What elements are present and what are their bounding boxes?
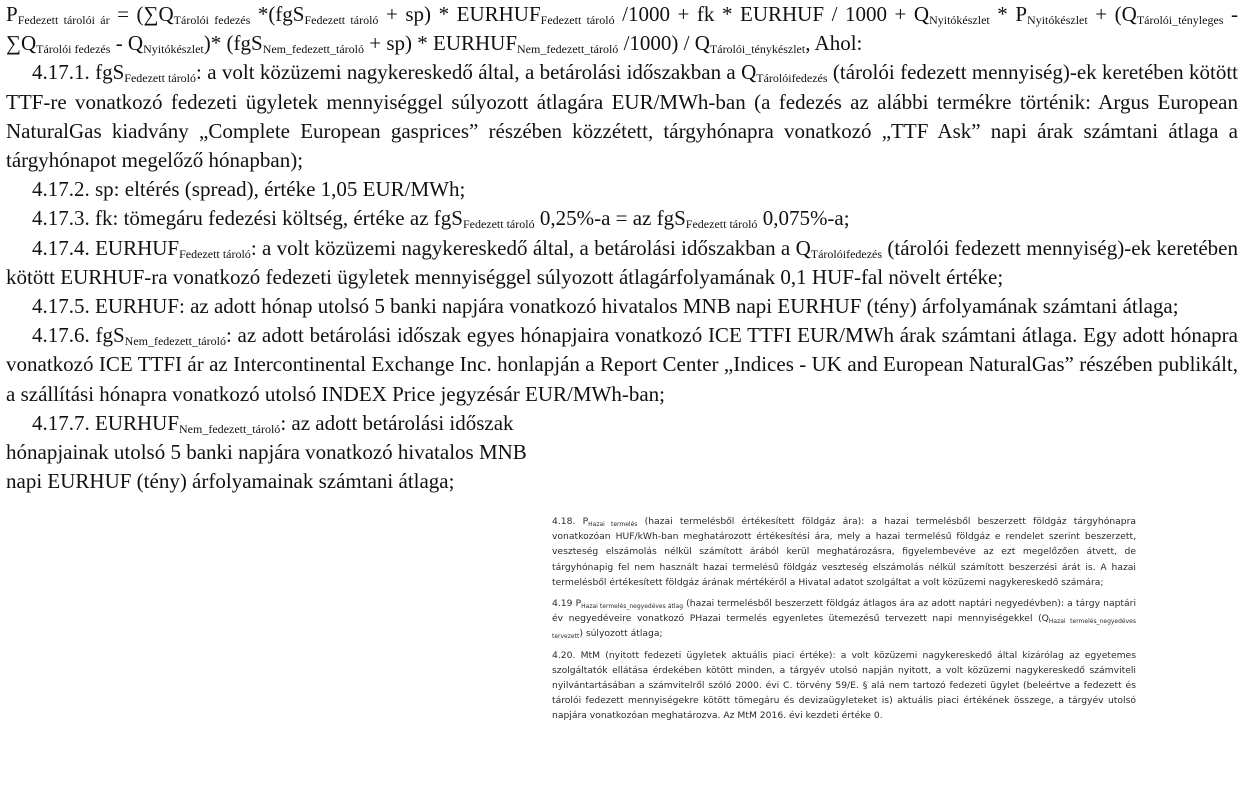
paragraph-text: : a volt közüzemi nagykereskedő által, a betárolási időszakban a Q bbox=[250, 235, 811, 260]
formula-text: + sp) * EURHUF bbox=[378, 2, 541, 26]
paragraph-text: 4.17.7. EURHUF bbox=[32, 410, 180, 435]
paragraph-4-18 bbox=[552, 514, 1136, 590]
paragraph-text: (tárolói fedezett mennyiség)-ek keretében kötött EURHUF-ra vonatkozó fedezeti ügyletek mennyiséggel súlyozott átlagárfolyamának 0,1 HUF-fal növelt értéke; bbox=[6, 235, 1238, 289]
paragraph-4-17-4 bbox=[6, 234, 1238, 292]
subscript: Hazai termelés_negyedéves átlag bbox=[581, 603, 684, 611]
formula bbox=[6, 0, 1238, 58]
formula-subscript: Nem_fedezett_tároló bbox=[517, 42, 619, 57]
formula-text: )* (fgS bbox=[203, 31, 263, 56]
formula-subscript: Fedezett tároló bbox=[304, 13, 379, 27]
inset-excerpt bbox=[552, 514, 1136, 724]
formula-text: + (Q bbox=[1087, 2, 1137, 26]
formula-subscript: Tárolói_tényleges bbox=[1136, 13, 1224, 27]
formula-text: + sp) * EURHUF bbox=[363, 31, 518, 56]
formula-subscript: Nyitókészlet bbox=[1027, 13, 1088, 27]
paragraph-text: 0,075%-a; bbox=[757, 206, 850, 231]
formula-text: - ∑Q bbox=[6, 2, 1238, 56]
paragraph-text: : a volt közüzemi nagykereskedő által, a betárolási időszakban a Q bbox=[196, 60, 757, 85]
formula-text: * bbox=[989, 2, 1008, 26]
paragraph-4-17-7 bbox=[6, 409, 1238, 497]
subscript: Fedezett tároló bbox=[462, 217, 535, 232]
paragraph-text: (hazai termelésből beszerzett földgáz átlagos ára az adott naptári negyedévben): a tárgy naptári év negyedéveire vonatkozó PHazai termelés egyenletes ütemezésű tervezett napi mennyiségekkel (Q bbox=[552, 598, 1136, 625]
paragraph-4-17-1 bbox=[6, 58, 1238, 175]
formula-text: , Ahol: bbox=[805, 31, 863, 56]
subscript: Tárolóifedezés bbox=[756, 71, 828, 86]
formula-text: *(fgS bbox=[250, 2, 305, 26]
subscript: Nem_fedezett_tároló bbox=[179, 421, 281, 436]
paragraph-text: 4.17.6. fgS bbox=[32, 323, 125, 348]
paragraph-4-19 bbox=[552, 596, 1136, 642]
paragraph-text: 4.17.4. EURHUF bbox=[32, 235, 180, 260]
paragraph-text: 4.19 P bbox=[552, 598, 582, 610]
formula-subscript: Fedezett tárolói ár bbox=[17, 13, 110, 27]
subscript: Fedezett tároló bbox=[685, 217, 758, 232]
paragraph-text: : az adott betárolási időszak hónapjainak utolsó 5 banki napjára vonatkozó hivatalos MNB napi EURHUF (tény) árfolyamainak számtani átlaga; bbox=[6, 410, 527, 494]
formula-subscript: Nyitókészlet bbox=[143, 42, 204, 57]
paragraph-text: 4.17.3. fk: tömegáru fedezési költség, értéke az fgS bbox=[32, 206, 463, 231]
paragraph-text: 4.18. P bbox=[552, 516, 589, 527]
formula-text: P bbox=[6, 2, 18, 26]
paragraph-4-20: 4.20. MtM (nyitott fedezeti ügyletek aktuális piaci értéke): a volt közüzemi nagykereskedő által kizárólag az egyetemes szolgáltatók ellátása érdekében kötött minden, a tárgyév utolsó napján nyitott, a volt közüzemi nagykereskedő számviteli nyilvántartásában a számvitelről szóló 2000. évi C. törvény 59/E. § alá nem tartozó fedezeti ügylet (beleértve a fedezett és tárolói fedezett mennyiségekre kötött tömegáru és devizaügyleteket is) aktuális piaci értékének összege, a tárgyév utolsó napjára vonatkozóan meghatározva. Az MtM 2016. évi kezdeti értéke 0. bbox=[552, 649, 1136, 722]
formula-subscript: Tárolói fedezés bbox=[173, 13, 251, 27]
main-text bbox=[6, 0, 1238, 496]
formula-subscript: Tárolói_ténykészlet bbox=[709, 42, 806, 57]
formula-text: Q bbox=[694, 31, 710, 56]
subscript: Fedezett tároló bbox=[124, 71, 197, 86]
paragraph-text: : az adott betárolási időszak egyes hónapjaira vonatkozó ICE TTFI EUR/MWh árak számtani átlaga. Egy adott hónapra vonatkozó ICE TTFI ár az Intercontinental Exchange Inc. honlapján a Report Center „Indices - UK and European NaturalGas” részében publikált, a szállítási hónapra vonatkozó utolsó INDEX Price jegyzésár EUR/MWh-ban; bbox=[6, 323, 1238, 406]
formula-text: P bbox=[1015, 2, 1028, 26]
formula-subscript: Nem_fedezett_tároló bbox=[262, 42, 364, 57]
subscript: Hazai termelés_negyedéves tervezett bbox=[552, 618, 1136, 641]
subscript: Nem_fedezett_tároló bbox=[124, 334, 226, 349]
paragraph-text: 4.17.1. fgS bbox=[32, 60, 125, 85]
subscript: Fedezett tároló bbox=[179, 246, 251, 261]
paragraph-text: ) súlyozott átlaga; bbox=[579, 628, 663, 640]
formula-text: - Q bbox=[110, 31, 144, 56]
paragraph-text: (tárolói fedezett mennyiség)-ek keretében kötött TTF-re vonatkozó fedezeti ügyletek mennyiséggel súlyozott átlagára EUR/MWh-ban (a fedezés az alábbi termékre történik: Argus European NaturalGas kiadvány „Complete European gasprices” részében közzétett, tárgyhónapra vonatkozó „TTF Ask” napi árak számtani átlaga a tárgyhónapot megelőző hónapban); bbox=[6, 60, 1238, 173]
paragraph-4-17-5: 4.17.5. EURHUF: az adott hónap utolsó 5 banki napjára vonatkozó hivatalos MNB napi EURHUF (tény) árfolyamának számtani átlaga; bbox=[32, 294, 1179, 319]
formula-text: /1000) / bbox=[618, 31, 690, 56]
formula-text: = (∑Q bbox=[109, 2, 174, 26]
subscript: Tárolóifedezés bbox=[810, 246, 883, 261]
paragraph-text: 0,25%-a = az fgS bbox=[534, 206, 686, 231]
paragraph-text: (hazai termelésből értékesített földgáz ára): a hazai termelésből beszerzett földgáz tárgyhónapra vonatkozóan HUF/kWh-ban meghatározott értékesítési ára, mely a hazai termelésű földgáz e rendelet szerint beszerzett, veszteség elszámolás nélkül számított árából kerül meghatározásra, figyelembevéve az ezt megelőzően átvett, de tárgyhónapig fel nem használt hazai termelésű földgáz veszteség elszámolás nélkül számított beszerzési árát is. A hazai termelésből értékesített földgáz árának mértékéről a Hivatal adatot szolgáltat a volt közüzemi nagykereskedő számára; bbox=[552, 516, 1137, 588]
paragraph-4-17-2: 4.17.2. sp: eltérés (spread), értéke 1,05 EUR/MWh; bbox=[32, 177, 466, 202]
paragraph-4-17-6 bbox=[6, 321, 1238, 409]
formula-subscript: Nyitókészlet bbox=[929, 13, 990, 27]
formula-subscript: Tárolói fedezés bbox=[36, 42, 111, 57]
subscript: Hazai termelés bbox=[588, 521, 638, 528]
formula-text: /1000 + fk * EURHUF / 1000 + Q bbox=[614, 2, 930, 26]
formula-subscript: Fedezett tároló bbox=[540, 13, 615, 27]
paragraph-4-17-3 bbox=[6, 204, 1238, 233]
